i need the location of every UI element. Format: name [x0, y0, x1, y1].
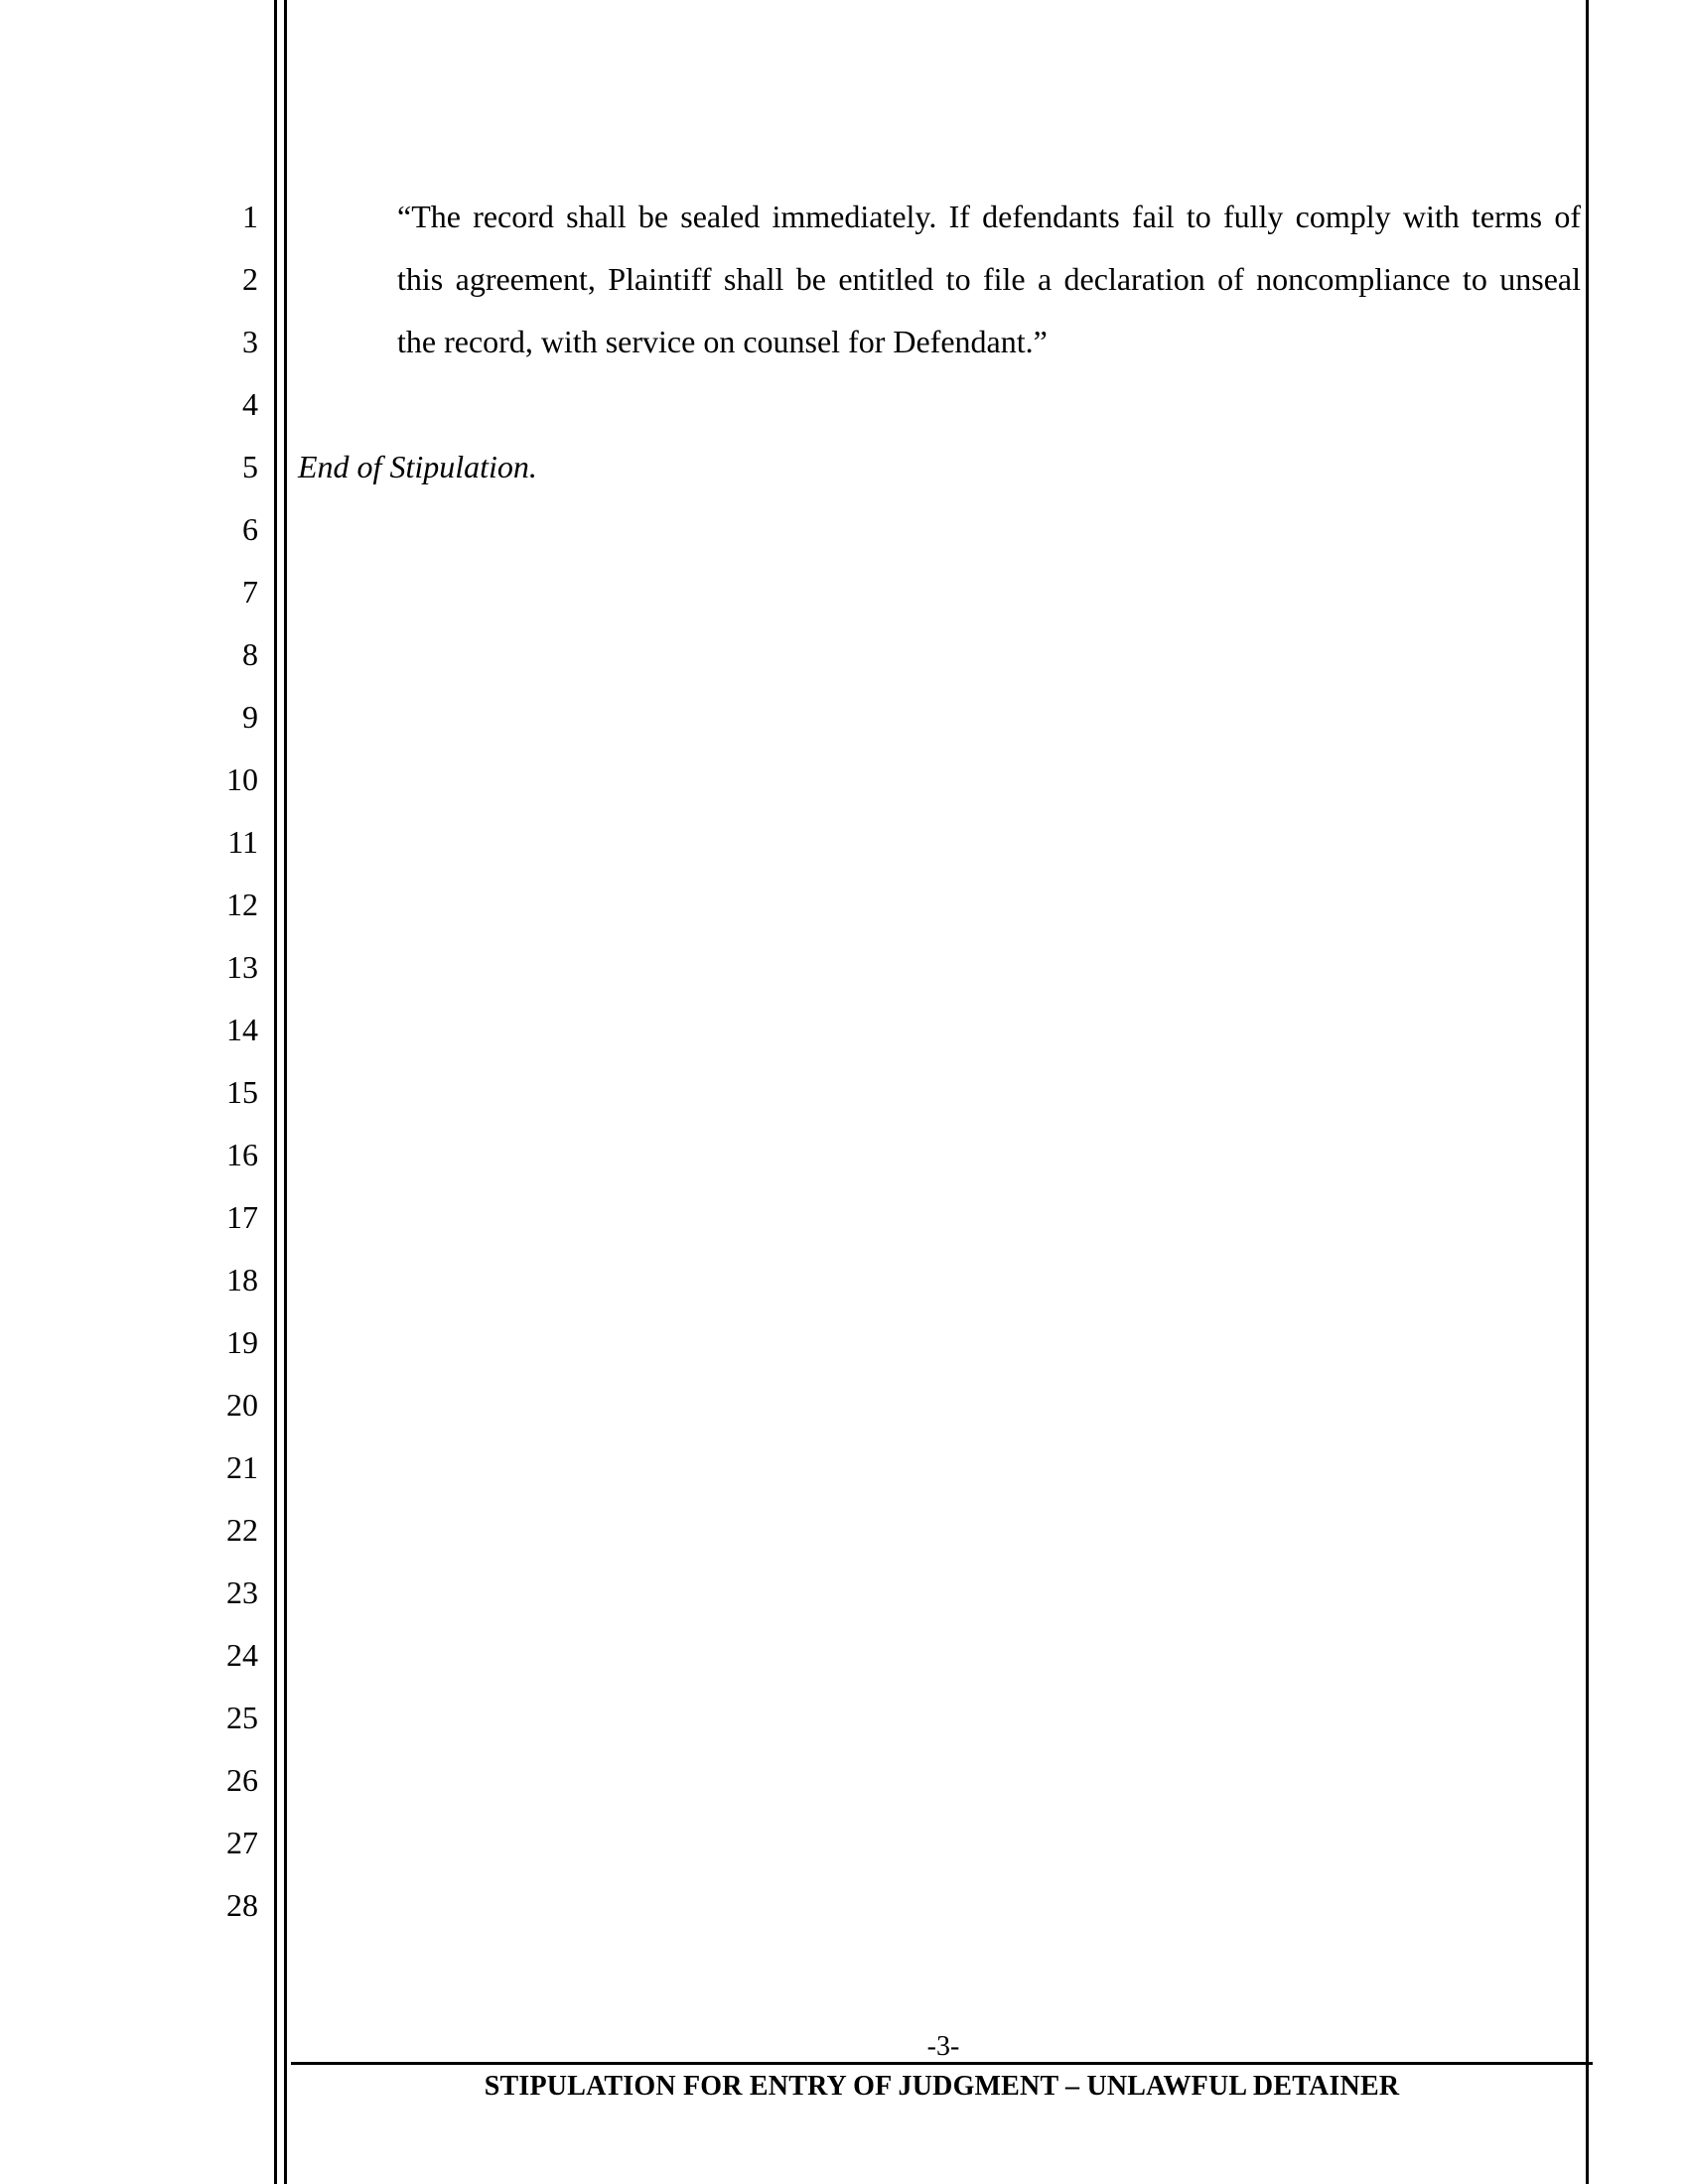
line-number: 21 [226, 1449, 258, 1485]
line-number: 14 [226, 1012, 258, 1047]
line-number: 22 [226, 1512, 258, 1548]
line-number: 6 [242, 511, 258, 547]
line-number: 23 [226, 1574, 258, 1610]
line-number: 12 [226, 887, 258, 922]
line-number: 7 [242, 574, 258, 610]
line-number: 20 [226, 1387, 258, 1423]
left-margin-rule-inner [284, 0, 287, 2184]
line-number: 17 [226, 1199, 258, 1235]
line-number: 11 [227, 824, 258, 860]
line-number: 15 [226, 1074, 258, 1110]
line-number: 26 [226, 1762, 258, 1798]
line-number: 19 [226, 1324, 258, 1360]
quote-line-2: this agreement, Plaintiff shall be entitled to file a declaration of noncompliance to unseal [397, 261, 1581, 297]
footer-document-title: STIPULATION FOR ENTRY OF JUDGMENT – UNLAWFUL DETAINER [484, 2071, 1400, 2102]
page-number: -3- [926, 2031, 960, 2062]
line-number: 16 [226, 1137, 258, 1172]
left-margin-rule-outer [274, 0, 277, 2184]
line-number: 10 [226, 761, 258, 797]
line-number: 28 [226, 1887, 258, 1923]
line-number: 2 [242, 261, 258, 297]
line-number: 24 [226, 1637, 258, 1673]
line-number: 18 [226, 1262, 258, 1297]
line-number: 9 [242, 699, 258, 735]
line-number: 8 [242, 636, 258, 672]
line-number: 5 [242, 449, 258, 484]
footer-divider [291, 2062, 1593, 2065]
line-number: 1 [242, 199, 258, 234]
line-number: 27 [226, 1825, 258, 1860]
end-of-stipulation-text: End of Stipulation. [298, 449, 537, 484]
quote-line-1: “The record shall be sealed immediately. If defendants fail to fully comply with terms of [397, 199, 1581, 234]
line-number: 13 [226, 949, 258, 985]
right-margin-rule [1586, 0, 1589, 2184]
quote-line-3: the record, with service on counsel for Defendant.” [397, 324, 1048, 359]
line-number: 25 [226, 1700, 258, 1735]
line-number: 4 [242, 386, 258, 422]
line-number: 3 [242, 324, 258, 359]
